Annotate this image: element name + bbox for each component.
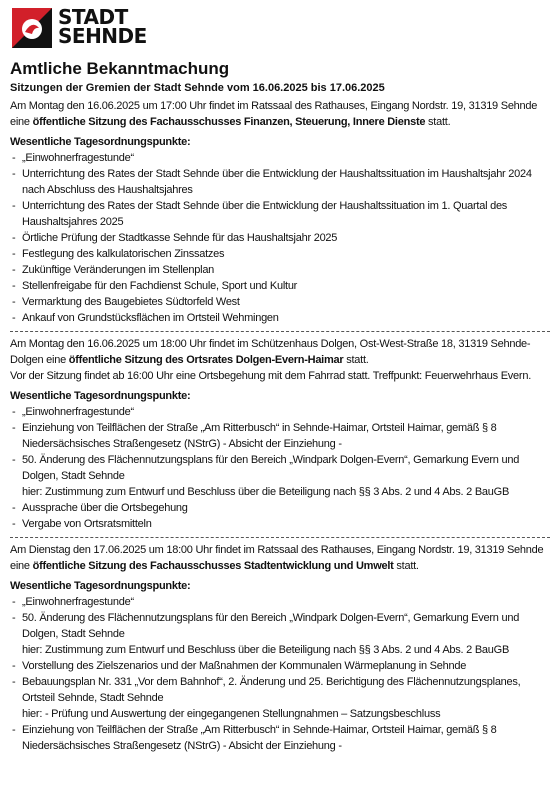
agenda-item: - Örtliche Prüfung der Stadtkasse Sehnde für das Haushaltsjahr 2025 (10, 230, 550, 246)
section-divider (10, 331, 550, 332)
notice-content (10, 58, 550, 754)
meeting-section (10, 542, 550, 754)
agenda-item: - Aussprache über die Ortsbegehung (10, 500, 550, 516)
logo-line-2: SEHNDE (58, 24, 147, 48)
intro-end: statt. (393, 560, 419, 572)
agenda-item-note: hier: Zustimmung zum Entwurf und Beschluss über die Beteiligung nach §§ 3 Abs. 2 und 4 Abs. 2 BauGB (22, 486, 510, 498)
agenda-item: - Unterrichtung des Rates der Stadt Sehnde über die Entwicklung der Haushaltssituation im Haushaltsjahr 2024 nach Abschluss des Haushaltsjahres (10, 166, 550, 198)
agenda-list (10, 594, 550, 754)
section-divider (10, 537, 550, 538)
agenda-heading: Wesentliche Tagesordnungspunkte: (10, 136, 191, 148)
agenda-item-note: hier: - Prüfung und Auswertung der eingegangenen Stellungnahmen – Satzungsbeschluss (22, 708, 441, 720)
meeting-section (10, 336, 550, 532)
intro-text: Am Dienstag den 17.06.2025 um 18:00 Uhr findet im Ratssaal des Rathauses, Eingang Nordstr. 19, 31319 Sehnde eine (10, 544, 544, 572)
meeting-section (10, 98, 550, 326)
notice-title: Amtliche Bekanntmachung (10, 59, 230, 78)
intro-text: Am Montag den 16.06.2025 um 18:00 Uhr findet im Schützenhaus Dolgen, Ost-West-Straße 18, 31319 Sehnde-Dolgen eine (10, 338, 531, 366)
agenda-item: - Einziehung von Teilflächen der Straße „Am Ritterbusch“ in Sehnde-Haimar, Ortsteil Haimar, gemäß § 8 Niedersächsisches Straßengesetz (NStrG) - Absicht der Einziehung - (10, 420, 550, 452)
meeting-title: öffentliche Sitzung des Fachausschusses Stadtentwicklung und Umwelt (32, 560, 394, 572)
agenda-list (10, 150, 550, 326)
agenda-item: - Festlegung des kalkulatorischen Zinssatzes (10, 246, 550, 262)
agenda-item: - „Einwohnerfragestunde“ (10, 594, 550, 610)
meeting-extra: Vor der Sitzung findet ab 16:00 Uhr eine Ortsbegehung mit dem Fahrrad statt. Treffpunkt: Feuerwehrhaus Evern. (10, 370, 532, 382)
agenda-item-note: hier: Zustimmung zum Entwurf und Beschluss über die Beteiligung nach §§ 3 Abs. 2 und 4 Abs. 2 BauGB (22, 644, 510, 656)
meeting-intro (10, 336, 550, 368)
logo-line-1: STADT (58, 5, 128, 29)
logo-wordmark (58, 5, 147, 48)
city-logo (12, 5, 147, 50)
agenda-item: - Vorstellung des Zielszenarios und der Maßnahmen der Kommunalen Wärmeplanung in Sehnde (10, 658, 550, 674)
agenda-item: - 50. Änderung des Flächennutzungsplans für den Bereich „Windpark Dolgen-Evern“, Gemarkung Evern und Dolgen, Stadt Sehnde hier: Zustimmung zum Entwurf und Beschluss über die Beteiligung nach §§ 3 Abs. 2 und 4 Abs. 2 BauGB (10, 452, 550, 500)
agenda-item: - Unterrichtung des Rates der Stadt Sehnde über die Entwicklung der Haushaltssituation im 1. Quartal des Haushaltsjahres 2025 (10, 198, 550, 230)
agenda-item: - Stellenfreigabe für den Fachdienst Schule, Sport und Kultur (10, 278, 550, 294)
agenda-heading: Wesentliche Tagesordnungspunkte: (10, 580, 191, 592)
agenda-item: - Bebauungsplan Nr. 331 „Vor dem Bahnhof“, 2. Änderung und 25. Berichtigung des Flächennutzungsplanes, Ortsteil Sehnde, Stadt Sehnde hier: - Prüfung und Auswertung der eingegangenen Stellungnahmen – Satzungsbeschluss (10, 674, 550, 722)
agenda-item: - Zukünftige Veränderungen im Stellenplan (10, 262, 550, 278)
notice-subtitle: Sitzungen der Gremien der Stadt Sehnde vom 16.06.2025 bis 17.06.2025 (10, 82, 385, 94)
meeting-title: öffentliche Sitzung des Ortsrates Dolgen-Evern-Haimar (68, 354, 344, 366)
agenda-item: - Vergabe von Ortsratsmitteln (10, 516, 550, 532)
agenda-item: - Ankauf von Grundstücksflächen im Ortsteil Wehmingen (10, 310, 550, 326)
agenda-item: - Vermarktung des Baugebietes Südtorfeld West (10, 294, 550, 310)
agenda-list (10, 404, 550, 532)
sehnde-crest-icon (12, 8, 52, 48)
agenda-item: - „Einwohnerfragestunde“ (10, 404, 550, 420)
agenda-item: - 50. Änderung des Flächennutzungsplans für den Bereich „Windpark Dolgen-Evern“, Gemarkung Evern und Dolgen, Stadt Sehnde hier: Zustimmung zum Entwurf und Beschluss über die Beteiligung nach §§ 3 Abs. 2 und 4 Abs. 2 BauGB (10, 610, 550, 658)
agenda-heading: Wesentliche Tagesordnungspunkte: (10, 390, 191, 402)
agenda-item: - Einziehung von Teilflächen der Straße „Am Ritterbusch“ in Sehnde-Haimar, Ortsteil Haimar, gemäß § 8 Niedersächsisches Straßengesetz (NStrG) - Absicht der Einziehung - (10, 722, 550, 754)
intro-end: statt. (425, 116, 451, 128)
intro-end: statt. (343, 354, 369, 366)
intro-text: Am Montag den 16.06.2025 um 17:00 Uhr findet im Ratssaal des Rathauses, Eingang Nordstr. 19, 31319 Sehnde eine (10, 100, 538, 128)
meeting-intro (10, 98, 550, 130)
meeting-intro (10, 542, 550, 574)
meeting-title: öffentliche Sitzung des Fachausschusses Finanzen, Steuerung, Innere Dienste (32, 116, 426, 128)
agenda-item: - „Einwohnerfragestunde“ (10, 150, 550, 166)
